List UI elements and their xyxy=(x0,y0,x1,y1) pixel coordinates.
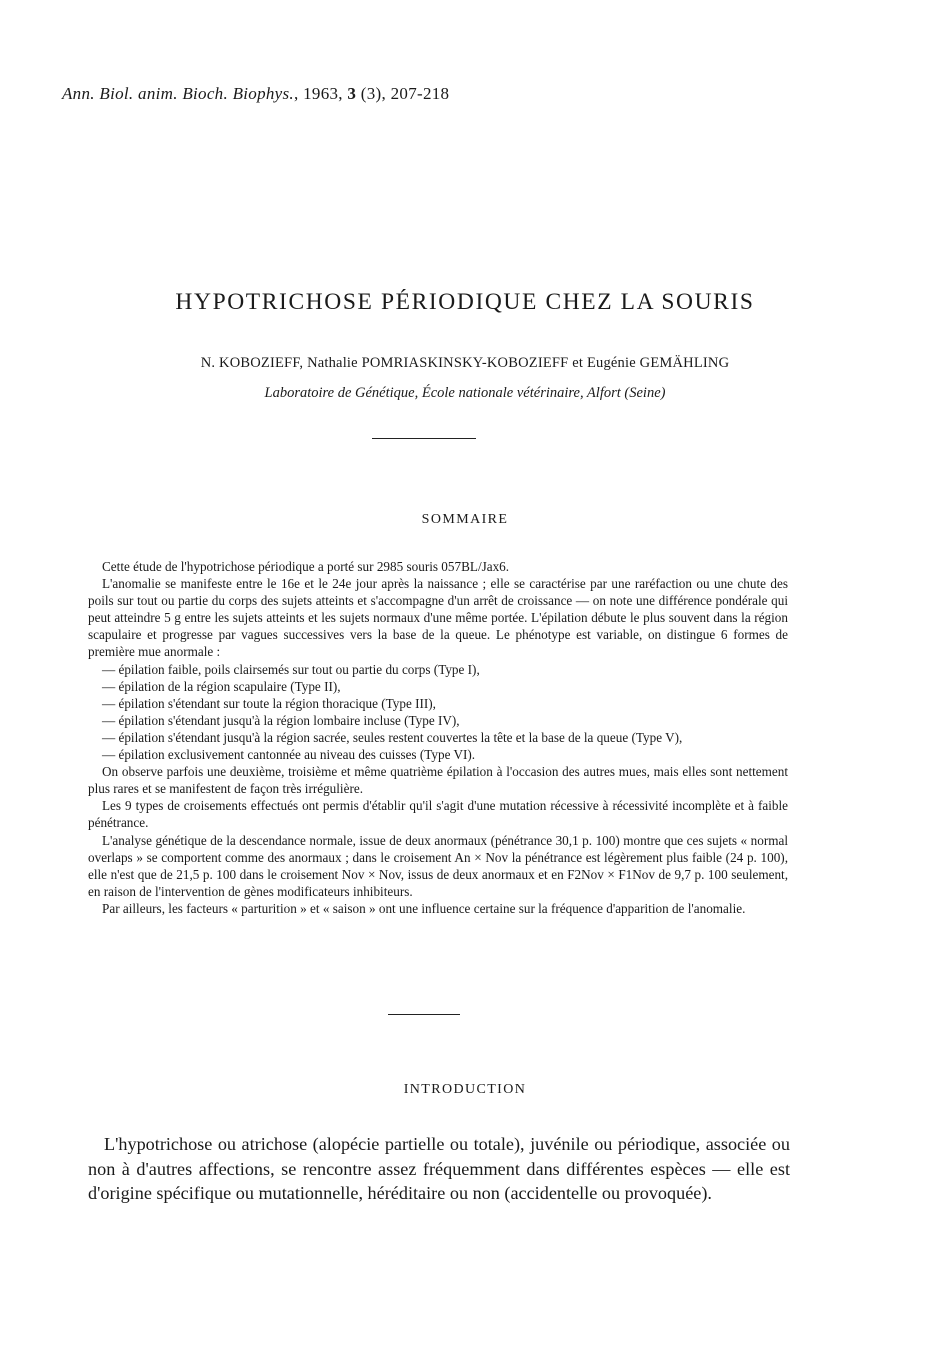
divider-rule xyxy=(372,438,476,439)
divider-rule xyxy=(388,1014,460,1015)
summary-paragraph: Cette étude de l'hypotrichose périodique a porté sur 2985 souris 057BL/Jax6. xyxy=(102,559,510,574)
phenotype-item: — épilation de la région scapulaire (Type II), xyxy=(102,678,341,694)
summary-paragraph: L'analyse génétique de la descendance normale, issue de deux anormaux (pénétrance 30,1 p. 100) montre que ces sujets « normal overlaps » se comportent comme des anormaux ; dans le croisement An × Nov la pénétrance est légèrement plus faible (24 p. 100), elle n'est que de 21,5 p. 100 dans le croisement Nov × Nov, issus de deux anormaux et en F2Nov × F1Nov de 9,7 p. 100 seulement, en raison de l'intervention de gènes modificateurs inhibiteurs. xyxy=(88,832,788,899)
citation-issue-pages: (3), 207-218 xyxy=(356,84,450,103)
summary-paragraph: Les 9 types de croisements effectués ont permis d'établir qu'il s'agit d'une mutation récessive à récessivité incomplète et à faible pénétrance. xyxy=(88,798,788,831)
summary-paragraph: Par ailleurs, les facteurs « parturition » et « saison » ont une influence certaine sur la fréquence d'apparition de l'anomalie. xyxy=(102,900,746,916)
introduction-heading: INTRODUCTION xyxy=(403,1082,527,1097)
phenotype-item: — épilation s'étendant sur toute la région thoracique (Type III), xyxy=(102,695,436,711)
journal-citation xyxy=(62,84,662,104)
summary-heading: SOMMAIRE xyxy=(421,512,509,527)
summary-body xyxy=(88,558,788,917)
introduction-paragraph: L'hypotrichose ou atrichose (alopécie partielle ou totale), juvénile ou périodique, associée ou non à d'autres affections, se rencontre assez fréquemment dans différentes espèces — elle est d'origine spécifique ou mutationnelle, héréditaire ou non (accidentelle ou provoquée). xyxy=(88,1134,790,1203)
citation-year: , 1963, xyxy=(294,84,348,103)
author-list: N. KOBOZIEFF, Nathalie POMRIASKINSKY-KOBOZIEFF et Eugénie GEMÄHLING xyxy=(200,355,730,371)
phenotype-item: — épilation faible, poils clairsemés sur tout ou partie du corps (Type I), xyxy=(102,661,480,677)
summary-paragraph: On observe parfois une deuxième, troisième et même quatrième épilation à l'occasion des autres mues, mais elles sont nettement plus rares et se manifestent de façon très irrégulière. xyxy=(88,764,788,797)
summary-paragraph: L'anomalie se manifeste entre le 16e et le 24e jour après la naissance ; elle se caractérise par une raréfaction ou une chute des poils sur tout ou partie du corps des sujets atteints et s'accompagne d'un arrêt de croissance — on note une différence pondérale qui peut atteindre 5 g entre les sujets atteints et les sujets normaux d'une même portée. L'épilation débute le plus souvent dans la région scapulaire et progresse par vagues successives vers la base de la queue. Le phénotype est variable, on distingue 6 formes de première mue anormale : xyxy=(88,576,788,660)
citation-volume: 3 xyxy=(347,84,357,103)
phenotype-item: — épilation s'étendant jusqu'à la région lombaire incluse (Type IV), xyxy=(102,712,460,728)
paper-title: HYPOTRICHOSE PÉRIODIQUE CHEZ LA SOURIS xyxy=(175,289,755,315)
phenotype-list xyxy=(88,661,788,764)
phenotype-item: — épilation exclusivement cantonnée au niveau des cuisses (Type VI). xyxy=(102,747,476,763)
affiliation: Laboratoire de Génétique, École nationale vétérinaire, Alfort (Seine) xyxy=(264,385,666,401)
citation-journal: Ann. Biol. anim. Bioch. Biophys. xyxy=(62,84,294,103)
phenotype-item: — épilation s'étendant jusqu'à la région sacrée, seules restent couvertes la tête et la base de la queue (Type V), xyxy=(102,729,683,745)
